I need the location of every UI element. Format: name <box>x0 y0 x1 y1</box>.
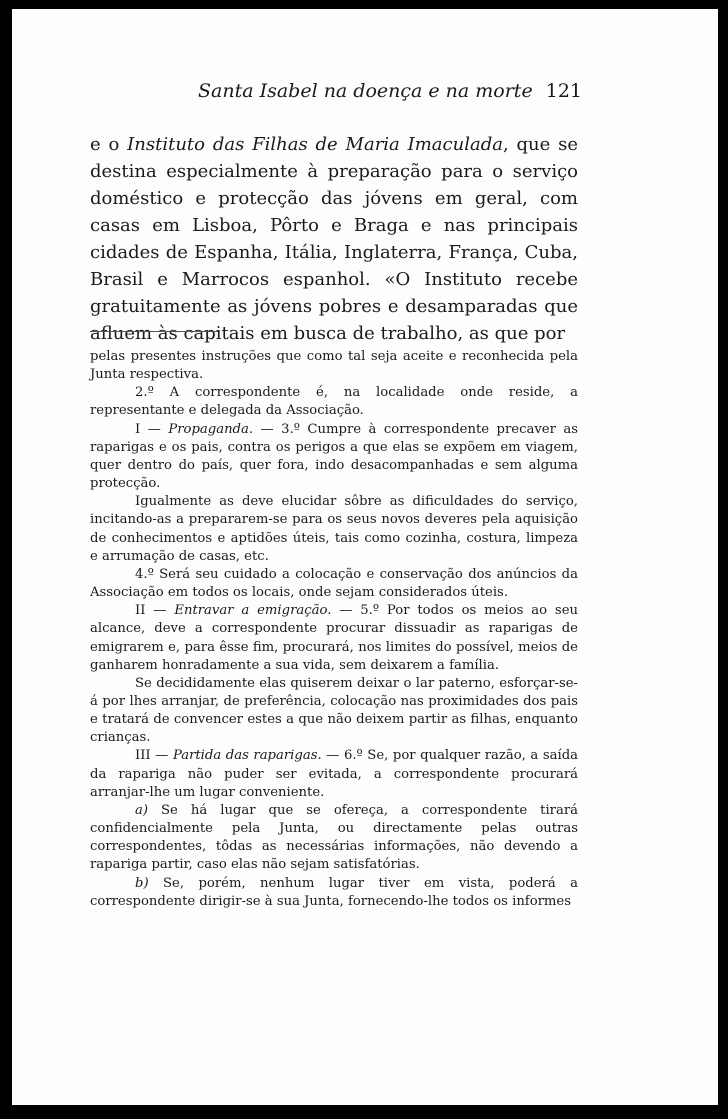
footnote-paragraph: Igualmente as deve elucidar sôbre as dificuldades do serviço, incitando-as a prepararem-se para os seus novos deveres pela aquisição de conhecimentos e aptidões úteis, tais como cozinha, costura, limpeza e arrumação de casas, etc. <box>90 494 578 564</box>
item-text: Se há lugar que se ofereça, a correspondente tirará confidencialmente pela Junta, ou directamente pelas outras correspondentes, tôdas as necessárias informações, não devendo a rapariga partir, caso elas não sejam satisfatórias. <box>90 802 578 873</box>
main-paragraph-start: e o <box>90 134 128 155</box>
footnote-paragraph <box>90 421 578 494</box>
institute-name: Instituto das Filhas de Maria Imaculada <box>127 134 503 155</box>
section-heading: Entravar a emigração. <box>174 603 332 619</box>
footnote-paragraph: pelas presentes instruções que como tal seja aceite e reconhecida pela Junta respectiva. <box>90 349 578 383</box>
section-number: II — <box>135 603 175 619</box>
page-number: 121 <box>545 80 582 102</box>
footnote-paragraph <box>90 602 578 675</box>
footnote-paragraph: 2.º A correspondente é, na localidade onde reside, a representante e delegada da Associação. <box>90 385 578 419</box>
item-letter: b) <box>135 875 149 891</box>
running-title: Santa Isabel na doença e na morte <box>198 80 533 102</box>
footnote-paragraph <box>90 747 578 801</box>
footnote <box>90 348 578 911</box>
section-text: — 3.º Cumpre à correspondente precaver as raparigas e os pais, contra os perigos a que elas se expõem em viagem, quer dentro do país, quer fora, indo desacompanhadas e sem alguma protecção. <box>90 421 579 492</box>
main-paragraph <box>90 131 578 347</box>
section-number: III — <box>135 748 173 764</box>
section-heading: Propaganda. <box>168 421 254 437</box>
book-page <box>12 9 718 1105</box>
section-text: — 6.º Se, por qualquer razão, a saída da rapariga não puder ser evitada, a correspondente procurará arranjar-lhe um lugar conveniente. <box>90 748 578 800</box>
section-text: — 5.º Por todos os meios ao seu alcance, deve a correspondente procurar dissuadir as raparigas de emigrarem e, para êsse fim, procurará, nos limites do possível, meios de ganharem honradamente a sua vida, sem deixarem a família. <box>90 603 578 673</box>
running-head <box>198 80 582 106</box>
footnote-paragraph <box>90 875 578 911</box>
footnote-separator <box>90 331 218 332</box>
footnote-paragraph: Se decididamente elas quiserem deixar o lar paterno, esforçar-se-á por lhes arranjar, de preferência, colocação nas proximidades dos pais e tratará de convencer estes a que não deixem partir as filhas, enquanto crianças. <box>90 675 578 746</box>
section-number: I — <box>135 421 169 437</box>
footnote-paragraph <box>90 802 578 875</box>
main-paragraph-rest: , que se destina especialmente à preparação para o serviço doméstico e protecção das jóvens em geral, com casas em Lisboa, Pôrto e Braga e nas principais cidades de Espanha, Itália, Inglaterra, França, Cuba, Brasil e Marrocos espanhol. «O Instituto recebe gratuitamente as jóvens pobres e desamparadas que afluem às capitais em busca de trabalho, as que por <box>90 134 578 344</box>
item-text: Se, porém, nenhum lugar tiver em vista, poderá a correspondente dirigir-se à sua Junta, fornecendo-lhe todos os informes <box>90 875 578 909</box>
section-heading: Partida das raparigas. <box>172 748 322 764</box>
item-letter: a) <box>135 802 149 818</box>
main-text <box>90 131 578 347</box>
footnote-paragraph: 4.º Será seu cuidado a colocação e conservação dos anúncios da Associação em todos os locais, onde sejam considerados úteis. <box>90 566 578 601</box>
